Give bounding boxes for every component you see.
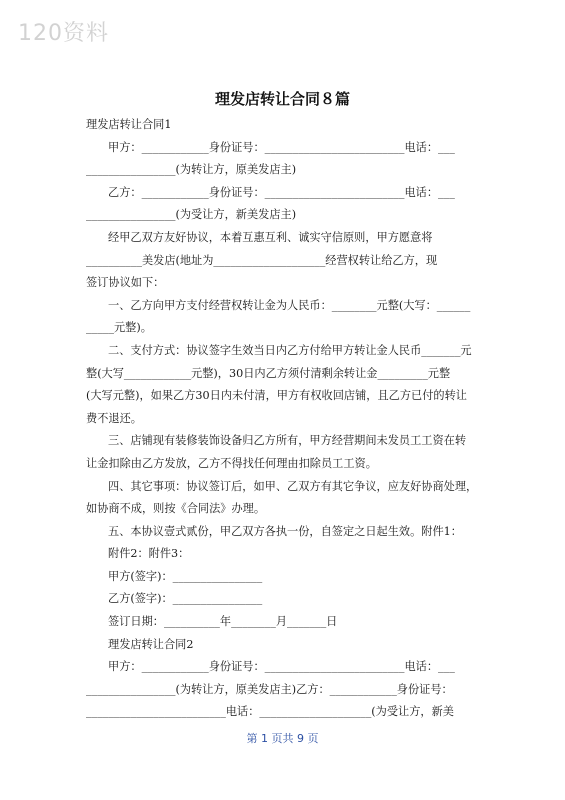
text-line: 整(大写____________元整)，30日内乙方须付清剩余转让金_________元整 xyxy=(86,366,451,380)
text-line: 四、其它事项：协议签订后，如甲、乙双方有其它争议，应友好协商处理， xyxy=(108,479,478,493)
text-line: 费不退还。 xyxy=(86,411,142,425)
text-line: ________________(为转让方，原美发店主) xyxy=(86,163,297,177)
text-line: 甲方(签字)：________________ xyxy=(108,569,263,583)
text-line: __________美发店(地址为____________________经营权转让给乙方，现 xyxy=(86,253,438,267)
text-line: 附件2：附件3： xyxy=(108,547,190,561)
text-line: _________________________电话：____________________(为受让方，新美 xyxy=(86,705,454,719)
text-line: 如协商不成，则按《合同法》办理。 xyxy=(86,502,266,516)
text-line: 理发店转让合同2 xyxy=(108,637,194,651)
text-line: 让金扣除由乙方发放，乙方不得找任何理由扣除员工工资。 xyxy=(86,456,377,470)
watermark-logo: 120资料 xyxy=(18,21,109,46)
text-line: 二、支付方式：协议签字生效当日内乙方付给甲方转让金人民币_______元 xyxy=(108,343,472,357)
text-line: 五、本协议壹式贰份，甲乙双方各执一份，自签定之日起生效。附件1： xyxy=(108,524,462,538)
text-line: 签订日期：__________年________月_______日 xyxy=(108,615,338,629)
text-line: 三、店铺现有装修装饰设备归乙方所有，甲方经营期间未发员工工资在转 xyxy=(108,434,467,448)
text-line: _____元整)。 xyxy=(86,321,152,335)
text-line: 签订协议如下： xyxy=(86,276,165,290)
page-footer: 第 1 页共 9 页 xyxy=(246,732,319,745)
document-title: 理发店转让合同８篇 xyxy=(214,90,350,108)
text-line: 一、乙方向甲方支付经营权转让金为人民币：________元整(大写：______ xyxy=(108,298,471,312)
text-line: ________________(为受让方，新美发店主) xyxy=(86,208,297,222)
text-line: 乙方(签字)：________________ xyxy=(108,592,263,606)
text-line: 甲方：____________身份证号：_________________________电话：___ xyxy=(108,660,455,674)
text-line: 乙方：____________身份证号：_________________________电话：___ xyxy=(108,185,455,199)
text-line: 经甲乙双方友好协议，本着互惠互利、诚实守信原则，甲方愿意将 xyxy=(108,230,433,244)
text-line: 甲方：____________身份证号：_________________________电话：___ xyxy=(108,140,455,154)
text-line: (大写元整)，如果乙方30日内未付清，甲方有权收回店铺，且乙方已付的转让 xyxy=(86,389,467,403)
document-body xyxy=(86,114,481,724)
text-line: ________________(为转让方，原美发店主)乙方：____________身份证号： xyxy=(86,682,453,696)
text-line: 理发店转让合同1 xyxy=(86,118,172,131)
